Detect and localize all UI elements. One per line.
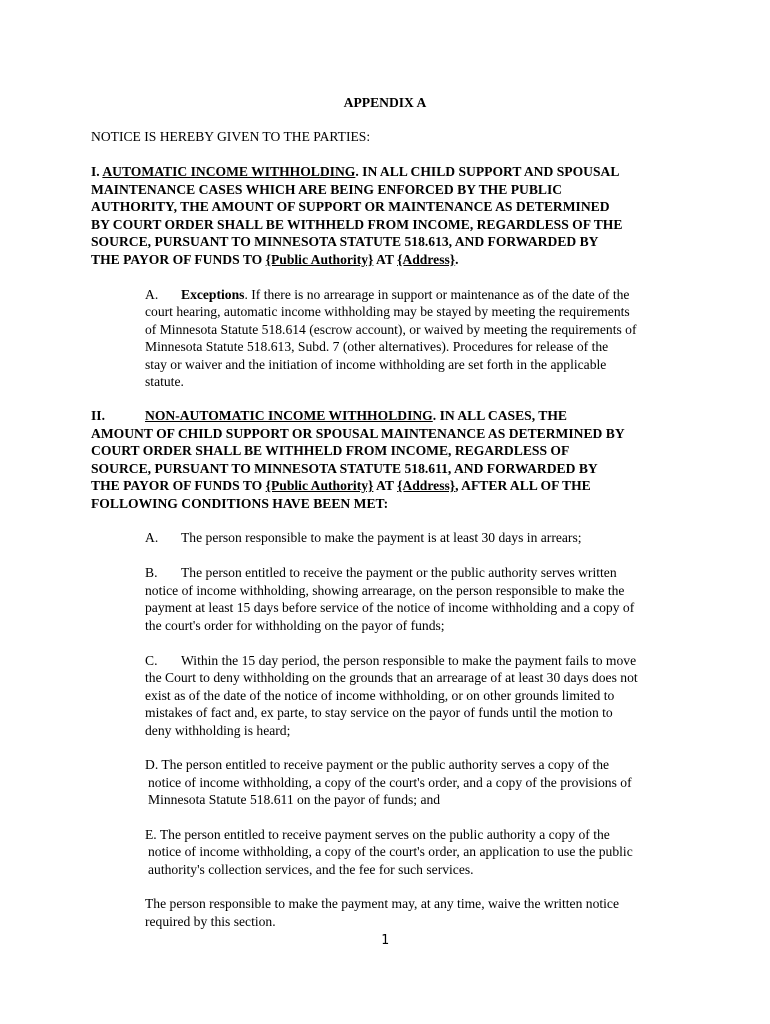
paragraph-line: exist as of the date of the notice of income withholding, or on other grounds limited to — [145, 687, 615, 703]
address-placeholder: {Address} — [397, 478, 456, 493]
section-2-text: AT — [373, 478, 398, 493]
section-1-text: AUTHORITY, THE AMOUNT OF SUPPORT OR MAINTENANCE AS DETERMINED — [91, 199, 610, 214]
section-1-text: MAINTENANCE CASES WHICH ARE BEING ENFORCED BY THE PUBLIC — [91, 181, 563, 197]
section-2-heading-line — [91, 407, 567, 425]
section-2-text: , AFTER ALL OF THE — [455, 478, 591, 493]
exceptions-label: Exceptions — [181, 286, 245, 302]
section-1-heading-line — [91, 163, 619, 181]
item-letter: C. — [145, 652, 158, 668]
paragraph-line: notice of income withholding, a copy of the court's order, an application to use the public — [148, 844, 633, 859]
paragraph-line: Minnesota Statute 518.613, Subd. 7 (other alternatives). Procedures for release of the — [145, 339, 609, 354]
paragraph-line: required by this section. — [145, 913, 276, 929]
section-2-text: SOURCE, PURSUANT TO MINNESOTA STATUTE 518.611, AND FORWARDED BY — [91, 460, 598, 476]
section-1-text: BY COURT ORDER SHALL BE WITHHELD FROM INCOME, REGARDLESS OF THE — [91, 216, 623, 232]
section-1-text: SOURCE, PURSUANT TO MINNESOTA STATUTE 518.613, AND FORWARDED BY — [91, 234, 599, 249]
condition-a — [145, 529, 582, 547]
section-1-text: . — [455, 251, 459, 267]
paragraph-line: the court's order for withholding on the payor of funds; — [145, 617, 445, 633]
section-1-heading: AUTOMATIC INCOME WITHHOLDING — [102, 164, 356, 179]
paragraph-text: The person responsible to make the payment is at least 30 days in arrears; — [181, 530, 582, 545]
section-2-text: COURT ORDER SHALL BE WITHHELD FROM INCOME, REGARDLESS OF — [91, 443, 570, 458]
section-2-text: . IN ALL CASES, THE — [432, 408, 567, 423]
section-2-number: II. — [91, 408, 105, 423]
address-placeholder: {Address} — [397, 251, 456, 267]
paragraph-line: the Court to deny withholding on the grounds that an arrearage of at least 30 days does not — [145, 670, 638, 685]
paragraph-line: notice of income withholding, a copy of the court's order, and a copy of the provisions of — [148, 774, 632, 790]
paragraph-line: E. The person entitled to receive payment serves on the public authority a copy of the — [145, 826, 610, 842]
paragraph-line: stay or waiver and the initiation of income withholding are set forth in the applicable — [145, 356, 607, 372]
paragraph-line: mistakes of fact and, ex parte, to stay service on the payor of funds until the motion to — [145, 705, 613, 720]
notice-line: NOTICE IS HEREBY GIVEN TO THE PARTIES: — [91, 129, 371, 144]
public-authority-placeholder: {Public Authority} — [265, 478, 374, 493]
public-authority-placeholder: {Public Authority} — [265, 251, 374, 267]
paragraph-line: notice of income withholding, showing arrearage, on the person responsible to make the — [145, 582, 625, 598]
paragraph-line — [145, 652, 636, 670]
paragraph-line: statute. — [145, 374, 184, 389]
section-1-text — [91, 251, 459, 269]
paragraph-line — [145, 286, 629, 304]
section-2-heading: NON-AUTOMATIC INCOME WITHHOLDING — [145, 408, 433, 423]
paragraph-line: Minnesota Statute 518.611 on the payor of funds; and — [148, 792, 441, 807]
section-1-text: . IN ALL CHILD SUPPORT AND SPOUSAL — [355, 164, 620, 179]
paragraph-line: deny withholding is heard; — [145, 722, 291, 738]
page-number: 1 — [381, 933, 389, 948]
paragraph-text: . If there is no arrearage in support or maintenance as of the date of the — [244, 286, 630, 302]
item-letter: B. — [145, 565, 158, 580]
paragraph-text: Within the 15 day period, the person responsible to make the payment fails to move — [181, 652, 637, 668]
section-1-number: I. — [91, 164, 103, 179]
section-1-text: AT — [373, 251, 398, 267]
paragraph-text: The person entitled to receive the payment or the public authority serves written — [181, 565, 617, 580]
section-2-text: THE PAYOR OF FUNDS TO — [91, 478, 266, 493]
paragraph-line: The person responsible to make the payment may, at any time, waive the written notice — [145, 896, 619, 911]
paragraph-line — [145, 564, 617, 582]
item-letter: A. — [145, 530, 159, 545]
item-letter: A. — [145, 286, 159, 302]
appendix-title: APPENDIX A — [343, 95, 427, 110]
paragraph-line: payment at least 15 days before service of the notice of income withholding and a copy of — [145, 600, 635, 615]
paragraph-line: authority's collection services, and the fee for such services. — [148, 861, 474, 877]
section-1-text: THE PAYOR OF FUNDS TO — [91, 251, 266, 267]
paragraph-line: D. The person entitled to receive payment or the public authority serves a copy of the — [145, 757, 610, 772]
section-2-text — [91, 477, 591, 495]
paragraph-line: of Minnesota Statute 518.614 (escrow account), or waived by meeting the requirements of — [145, 321, 637, 337]
paragraph-line: court hearing, automatic income withholding may be stayed by meeting the requirements — [145, 304, 630, 319]
section-2-text: FOLLOWING CONDITIONS HAVE BEEN MET: — [91, 495, 389, 511]
section-2-text: AMOUNT OF CHILD SUPPORT OR SPOUSAL MAINTENANCE AS DETERMINED BY — [91, 425, 625, 441]
